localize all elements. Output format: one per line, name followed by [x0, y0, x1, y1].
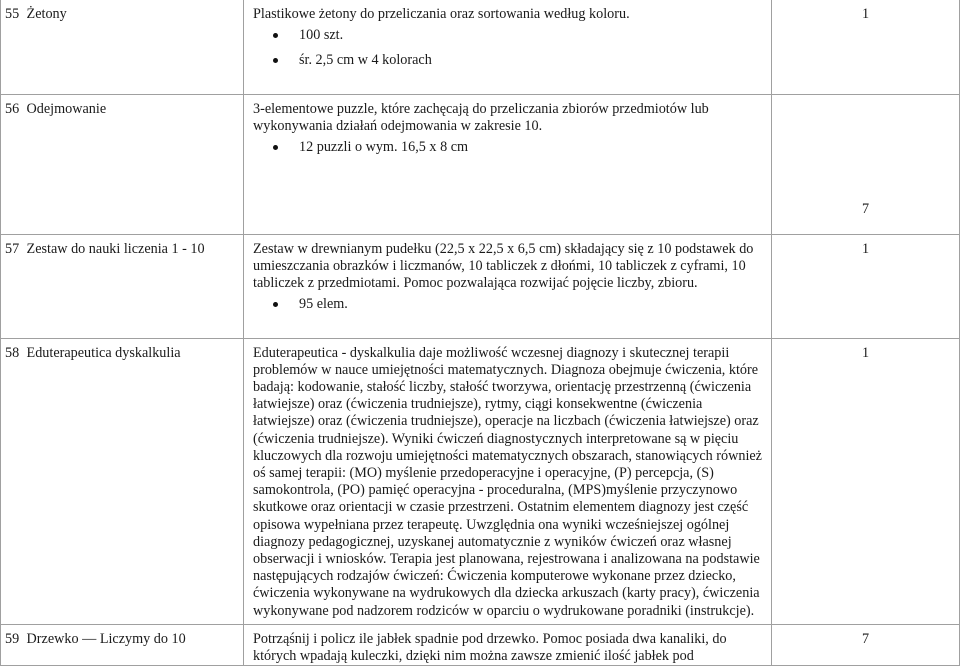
item-name-cell — [1, 624, 244, 665]
item-description-cell — [244, 338, 772, 624]
item-name: Zestaw do nauki liczenia 1 - 10 — [26, 240, 205, 257]
item-number: 57 — [5, 240, 20, 257]
item-quantity: 7 — [772, 94, 960, 234]
item-name-cell — [1, 338, 244, 624]
products-table-body — [1, 0, 960, 666]
item-number: 59 — [5, 630, 20, 647]
bullet-dot-icon — [273, 33, 278, 38]
table-row — [1, 94, 960, 234]
item-name-cell — [1, 0, 244, 94]
bullet-item — [253, 296, 765, 313]
table-row — [1, 624, 960, 665]
item-number: 55 — [5, 6, 20, 22]
item-quantity: 7 — [772, 624, 960, 665]
item-description: 3-elementowe puzzle, które zachęcają do przeliczania zbiorów przedmiotów lub wykonywania działań odejmowania w zakresie 10. — [253, 100, 709, 134]
bullet-text: śr. 2,5 cm w 4 kolorach — [299, 52, 432, 69]
item-name: Eduterapeutica dyskalkulia — [26, 344, 181, 361]
item-quantity: 1 — [772, 0, 960, 94]
table-row — [1, 234, 960, 338]
bullet-item — [253, 27, 765, 44]
item-name-cell — [1, 94, 244, 234]
bullet-text: 95 elem. — [299, 296, 348, 313]
item-bullet-list — [253, 139, 765, 156]
item-name: Odejmowanie — [26, 100, 107, 117]
item-bullet-list — [253, 296, 765, 313]
bullet-item — [253, 52, 765, 69]
bullet-dot-icon — [273, 302, 278, 307]
item-quantity: 1 — [772, 338, 960, 624]
table-row — [1, 338, 960, 624]
item-description: Zestaw w drewnianym pudełku (22,5 x 22,5 x 6,5 cm) składający się z 10 podstawek do umieszczania obrazków i liczmanów, 10 tabliczek z dłońmi, 10 tabliczek z cyframi, 10 tabliczek z przedmiotami. Pomoc pozwalająca rozwijać pojęcie liczby, zbioru. — [253, 240, 754, 292]
bullet-dot-icon — [273, 145, 278, 150]
item-description: Eduterapeutica - dyskalkulia daje możliwość wczesnej diagnozy i skutecznej terapii problemów w nauce umiejętności matematycznych. Diagnoza obejmuje ćwiczenia, które badają: kodowanie, stałość liczby, stałość tworzywa, orientację przestrzenną (ćwiczenia łatwiejsze) oraz (ćwiczenia trudniejsze), rytmy, ciągi konsekwentne (ćwiczenia łatwiejsze) oraz (ćwiczenia trudniejsze), operacje na liczbach (ćwiczenia łatwiejsze) oraz (ćwiczenia trudniejsze). Wyniki ćwiczeń diagnostycznych interpretowane są w pięciu kluczowych dla rozwoju umiejętności matematycznych obszarach, stanowiących również oś samej terapii: (MO) myślenie przedoperacyjne i operacyjne, (P) percepcja, (S) samokontrola, (PO) pamięć operacyjna - proceduralna, (MPS)myślenie przyczynowo skutkowe oraz orientacji w czasie przestrzeni. Ostatnim elementem diagnozy jest część opisowa wypełniana przez terapeutę. Uwzględnia ona wyniki wcześniejszej ogólnej diagnozy pedagogicznej, uzyskanej automatycznie z wyników ćwiczeń oraz własnej obserwacji i wniosków. Terapia jest planowana, rejestrowana i analizowana na podstawie następujących rodzajów ćwiczeń: Ćwiczenia komputerowe wykonane przez dziecko, ćwiczenia wykonywane na wydrukowych dla dziecka arkuszach (karty pracy), ćwiczenia wykonywane pod nadzorem rodziców w oparciu o wydrukowane poradniki (instrukcje). — [253, 344, 762, 619]
item-name: Żetony — [26, 6, 67, 22]
item-description: Potrząśnij i policz ile jabłek spadnie pod drzewko. Pomoc posiada dwa kanaliki, do których wpadają kuleczki, dzięki nim można zawsze zmienić ilość jabłek pod — [253, 630, 727, 665]
item-description-cell — [244, 94, 772, 234]
item-description: Plastikowe żetony do przeliczania oraz sortowania według koloru. — [253, 6, 630, 22]
bullet-item — [253, 139, 765, 156]
item-description-cell — [244, 234, 772, 338]
item-quantity: 1 — [772, 234, 960, 338]
item-description-cell — [244, 624, 772, 665]
bullet-text: 12 puzzli o wym. 16,5 x 8 cm — [299, 139, 469, 156]
item-bullet-list — [253, 27, 765, 69]
item-description-cell — [244, 0, 772, 94]
table-row — [1, 0, 960, 94]
bullet-text: 100 szt. — [299, 27, 344, 44]
item-name-cell — [1, 234, 244, 338]
bullet-dot-icon — [273, 58, 278, 63]
item-name: Drzewko — Liczymy do 10 — [26, 630, 186, 647]
item-number: 56 — [5, 100, 20, 117]
item-number: 58 — [5, 344, 20, 361]
